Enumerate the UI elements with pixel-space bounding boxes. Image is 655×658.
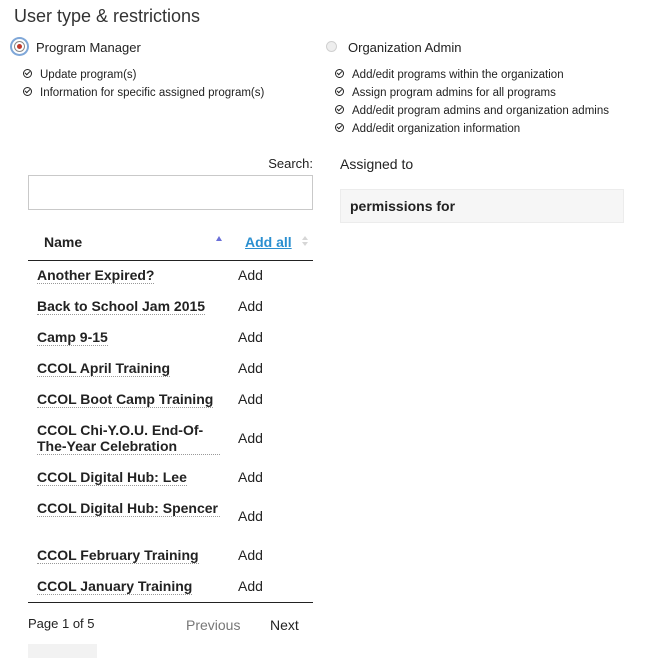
- permissions-title: permissions for: [350, 198, 456, 214]
- permission-item: Add/edit organization information: [352, 123, 521, 135]
- program-name: CCOL January Training: [37, 578, 193, 594]
- permissions-panel: [340, 189, 624, 223]
- program-manager-radio[interactable]: [14, 41, 25, 52]
- add-program-button[interactable]: Add: [238, 469, 263, 485]
- check-circle-icon: [335, 105, 344, 114]
- sort-ascending-icon[interactable]: [216, 236, 222, 241]
- add-program-button[interactable]: Add: [238, 578, 263, 594]
- section-title: User type & restrictions: [14, 6, 201, 26]
- name-column-header[interactable]: Name: [44, 234, 83, 250]
- sort-down-icon[interactable]: [302, 242, 308, 246]
- program-name: CCOL Digital Hub: Spencer: [37, 500, 220, 517]
- table-row: [28, 415, 313, 462]
- sort-up-icon[interactable]: [302, 236, 308, 240]
- search-input[interactable]: [28, 175, 313, 210]
- add-program-button[interactable]: Add: [238, 329, 263, 345]
- program-manager-label[interactable]: Program Manager: [36, 40, 141, 55]
- organization-admin-radio[interactable]: [326, 41, 337, 52]
- permission-item: Assign program admins for all programs: [352, 87, 556, 99]
- check-circle-icon: [23, 87, 32, 96]
- page-info: Page 1 of 5: [28, 616, 95, 631]
- table-row: [28, 540, 313, 571]
- table-row: [28, 462, 313, 493]
- permission-item: Update program(s): [40, 69, 137, 81]
- table-row: [28, 260, 313, 291]
- add-program-button[interactable]: Add: [238, 360, 263, 376]
- check-circle-icon: [335, 123, 344, 132]
- permission-item: Add/edit programs within the organization: [352, 69, 564, 81]
- permission-item: Add/edit program admins and organization admins: [352, 105, 609, 117]
- program-name: Camp 9-15: [37, 329, 108, 345]
- check-circle-icon: [335, 69, 344, 78]
- program-name: CCOL Digital Hub: Lee: [37, 469, 187, 485]
- table-row: [28, 353, 313, 384]
- program-name: CCOL Boot Camp Training: [37, 391, 214, 407]
- program-name: Another Expired?: [37, 267, 155, 283]
- add-all-button[interactable]: Add all: [245, 234, 292, 250]
- assigned-to-label: Assigned to: [340, 156, 414, 172]
- add-program-button[interactable]: Add: [238, 298, 263, 314]
- add-program-button[interactable]: Add: [238, 391, 263, 407]
- search-label: Search:: [268, 156, 313, 171]
- check-circle-icon: [23, 69, 32, 78]
- check-circle-icon: [335, 87, 344, 96]
- program-name: CCOL April Training: [37, 360, 171, 376]
- add-program-button[interactable]: Add: [238, 267, 263, 283]
- next-page-button[interactable]: Next: [270, 617, 299, 633]
- table-row: [28, 291, 313, 322]
- table-row: [28, 571, 313, 602]
- table-row: [28, 322, 313, 353]
- add-program-button[interactable]: Add: [238, 508, 263, 524]
- organization-admin-label[interactable]: Organization Admin: [348, 40, 462, 55]
- program-name: Back to School Jam 2015: [37, 298, 206, 314]
- table-footer-divider: [28, 602, 313, 603]
- previous-page-button[interactable]: Previous: [186, 617, 241, 633]
- table-header: [28, 225, 313, 261]
- program-name: CCOL February Training: [37, 547, 199, 563]
- add-program-button[interactable]: Add: [238, 547, 263, 563]
- table-row: [28, 493, 313, 540]
- footer-button[interactable]: [28, 644, 97, 658]
- table-row: [28, 384, 313, 415]
- permission-item: Information for specific assigned program(s): [40, 87, 265, 99]
- add-program-button[interactable]: Add: [238, 430, 263, 446]
- program-name: CCOL Chi-Y.O.U. End-Of-The-Year Celebration: [37, 422, 220, 455]
